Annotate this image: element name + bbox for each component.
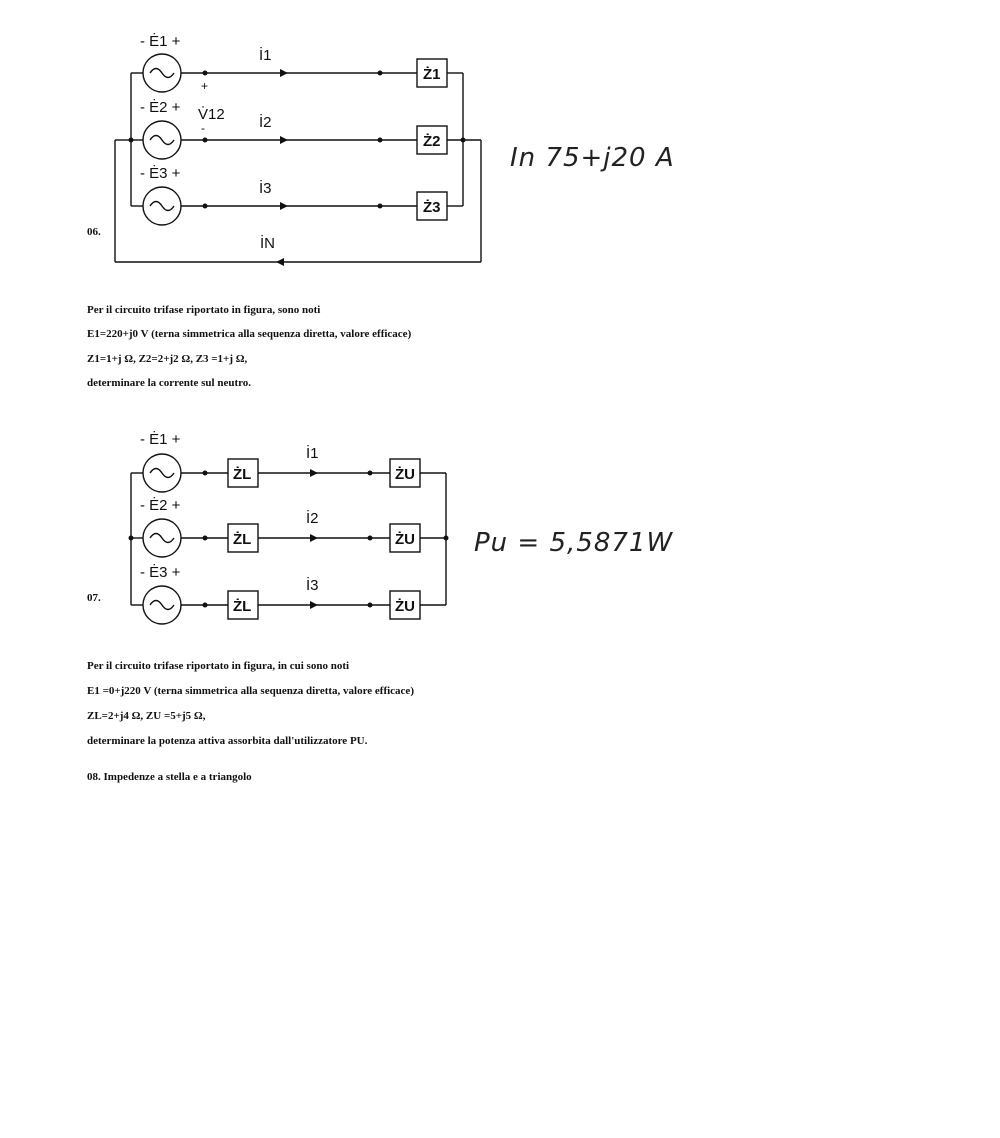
problem-06-number: 06. xyxy=(87,226,101,238)
label-i1: İ1 xyxy=(259,47,272,64)
label-v12-minus: - xyxy=(201,121,205,135)
label-zl-2: ŻL xyxy=(233,531,252,548)
section-08-heading: 08. Impedenze a stella e a triangolo xyxy=(87,771,252,783)
label-e2: - Ė2 + xyxy=(140,99,181,116)
label-i2-07: İ2 xyxy=(306,510,319,527)
label-z2: Ż2 xyxy=(423,133,441,150)
problem-07-line-4: determinare la potenza attiva assorbita dall'utilizzatore PU. xyxy=(87,735,368,747)
label-i3-07: İ3 xyxy=(306,577,319,594)
label-in: İN xyxy=(260,235,275,252)
label-zl-3: ŻL xyxy=(233,598,252,615)
label-e1: - Ė1 + xyxy=(140,33,181,50)
problem-07-line-1: Per il circuito trifase riportato in figura, in cui sono noti xyxy=(87,660,350,672)
problem-06-line-4: determinare la corrente sul neutro. xyxy=(87,377,252,389)
problem-07-line-3: ZL=2+j4 Ω, ZU =5+j5 Ω, xyxy=(87,710,206,722)
problem-07-number: 07. xyxy=(87,592,101,604)
handwritten-answer-06: In 75+j20 A xyxy=(510,143,675,173)
label-i1-07: İ1 xyxy=(306,445,319,462)
problem-07-line-2: E1 =0+j220 V (terna simmetrica alla sequenza diretta, valore efficace) xyxy=(87,685,414,697)
label-zu-3: ŻU xyxy=(395,598,415,615)
label-v12: V̇12 xyxy=(198,106,225,123)
label-e3: - Ė3 + xyxy=(140,165,181,182)
label-z3: Ż3 xyxy=(423,199,441,216)
problem-06-line-1: Per il circuito trifase riportato in figura, sono noti xyxy=(87,304,321,316)
label-z1: Ż1 xyxy=(423,66,441,83)
label-zu-1: ŻU xyxy=(395,466,415,483)
label-zu-2: ŻU xyxy=(395,531,415,548)
label-v12-plus: + xyxy=(201,79,209,93)
label-i2: İ2 xyxy=(259,114,272,131)
label-e1-07: - Ė1 + xyxy=(140,431,181,448)
handwritten-answer-07: Pu = 5,5871W xyxy=(474,528,674,558)
label-i3: İ3 xyxy=(259,180,272,197)
label-e3-07: - Ė3 + xyxy=(140,564,181,581)
problem-06-line-3: Z1=1+j Ω, Z2=2+j2 Ω, Z3 =1+j Ω, xyxy=(87,353,248,365)
problem-06-line-2: E1=220+j0 V (terna simmetrica alla sequenza diretta, valore efficace) xyxy=(87,328,412,340)
label-e2-07: - Ė2 + xyxy=(140,497,181,514)
label-zl-1: ŻL xyxy=(233,466,252,483)
